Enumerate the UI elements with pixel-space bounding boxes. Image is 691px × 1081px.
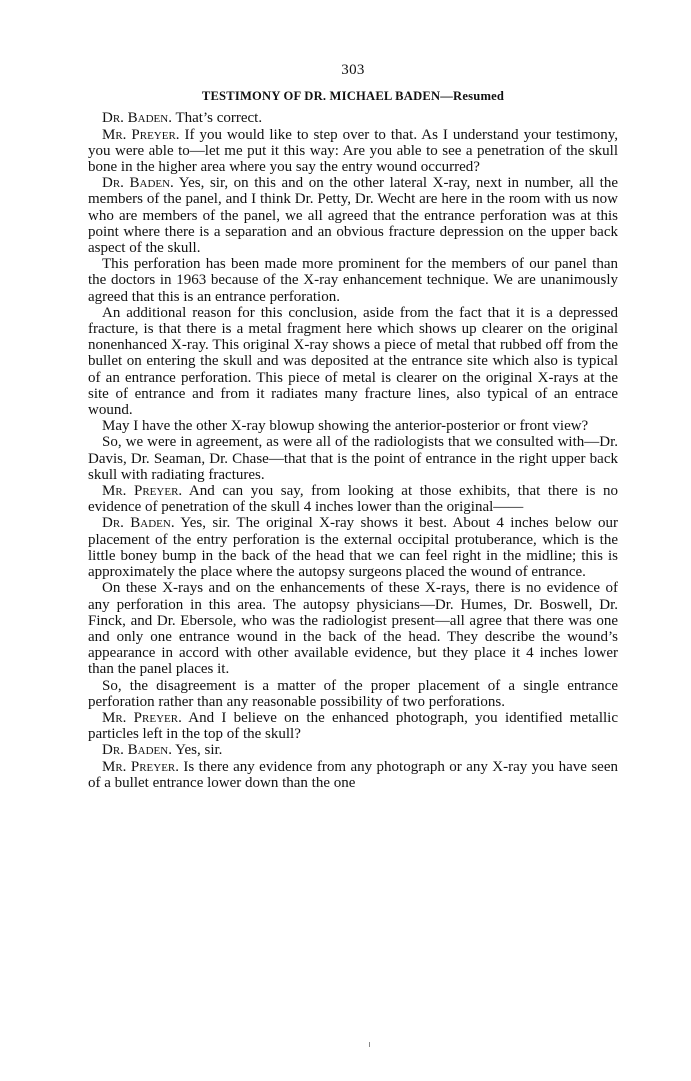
paragraph-text: Is there any evidence from any photograph or any X-ray you have seen of a bullet entrance lower down than the one — [88, 758, 618, 791]
testimony-paragraph — [88, 434, 618, 483]
testimony-paragraph — [88, 678, 618, 710]
paragraph-text: Yes, sir. — [171, 742, 223, 759]
paragraph-text: And can you say, from looking at those exhibits, that there is no evidence of penetration of the skull 4 inches lower than the original—— — [88, 483, 618, 516]
testimony-paragraph — [88, 710, 618, 742]
paragraph-text: So, the disagreement is a matter of the proper placement of a single entrance perforation rather than any reasonable possibility of two perforations. — [88, 677, 618, 710]
testimony-paragraph — [88, 418, 618, 434]
page-number: 303 — [341, 62, 365, 78]
paragraph-text: An additional reason for this conclusion, aside from the fact that it is a depressed fracture, is that there is a metal fragment here which shows up clearer on the original nonenhanced X-ray. This original X-ray shows a piece of metal that rubbed off from the bullet on entering the skull and was deposited at the entrance site which also is typical of an entrance perforation. This piece of metal is clearer on the original X-rays at the site of entrance and from it radiates many fracture lines, also typical of an entrace wound. — [88, 304, 618, 419]
paragraph-text: May I have the other X-ray blowup showing the anterior-posterior or front view? — [102, 418, 589, 435]
testimony-body — [88, 110, 618, 791]
testimony-paragraph — [88, 110, 618, 126]
testimony-paragraph — [88, 483, 618, 515]
paragraph-text: And I believe on the enhanced photograph, you identified metallic particles left in the top of the skull? — [88, 709, 618, 743]
speaker-label: Dr. Baden. — [102, 742, 172, 759]
paragraph-text: If you would like to step over to that. As I understand your testimony, you were able to—let me put it this way: Are you able to see a penetration of the skull bone in the higher area where you say the entry wound occurred? — [88, 126, 619, 176]
paragraph-text: Yes, sir, on this and on the other lateral X-ray, next in number, all the members of the panel, and I think Dr. Petty, Dr. Wecht are here in the room with us now who are members of the panel, we all agreed that the entrance perforation was at this point where there is a separation and an obvious fracture depression on the upper back aspect of the skull. — [88, 175, 618, 257]
speaker-label: Mr. Preyer. — [102, 758, 179, 775]
paragraph-text: Yes, sir. The original X-ray shows it best. About 4 inches below our placement of the entry perforation is the external occipital protuberance, which is the little boney bump in the back of the head that we can feel right in the midline; this is approximately the place where the autopsy surgeons placed the wound of entrance. — [88, 515, 618, 581]
testimony-paragraph — [88, 305, 618, 418]
document-page — [88, 62, 618, 791]
testimony-paragraph — [88, 127, 618, 176]
testimony-paragraph — [88, 759, 618, 791]
scan-speck — [369, 1042, 370, 1047]
paragraph-text: That’s correct. — [171, 110, 263, 127]
paragraph-text: This perforation has been made more prominent for the members of our panel than the doctors in 1963 because of the X-ray enhancement technique. We are unanimously agreed that this is an entrance perforation. — [88, 256, 618, 305]
speaker-label: Dr. Baden. — [102, 515, 175, 532]
testimony-paragraph — [88, 742, 618, 758]
speaker-label: Dr. Baden. — [102, 110, 172, 127]
paragraph-text: So, we were in agreement, as were all of the radiologists that we consulted with—Dr. Davis, Dr. Seaman, Dr. Chase—that that is the point of entrance in the right upper back skull with radiating fractures. — [88, 434, 618, 483]
speaker-label: Mr. Preyer. — [102, 483, 183, 500]
speaker-label: Mr. Preyer. — [102, 126, 180, 143]
testimony-paragraph — [88, 580, 618, 677]
paragraph-text: On these X-rays and on the enhancements of these X-rays, there is no evidence of any perforation in this area. The autopsy physicians—Dr. Humes, Dr. Boswell, Dr. Finck, and Dr. Ebersole, who was the radiologist present—all agree that there was one and only one entrance wound in the back of the head. They describe the wound’s appearance in accord with other available evidence, but they place it 4 inches lower than the panel places it. — [88, 580, 618, 678]
testimony-paragraph — [88, 256, 618, 305]
testimony-paragraph — [88, 175, 618, 256]
speaker-label: Mr. Preyer. — [102, 709, 182, 726]
testimony-paragraph — [88, 515, 618, 580]
speaker-label: Dr. Baden. — [102, 175, 174, 192]
running-head: TESTIMONY OF DR. MICHAEL BADEN—Resumed — [201, 89, 505, 104]
